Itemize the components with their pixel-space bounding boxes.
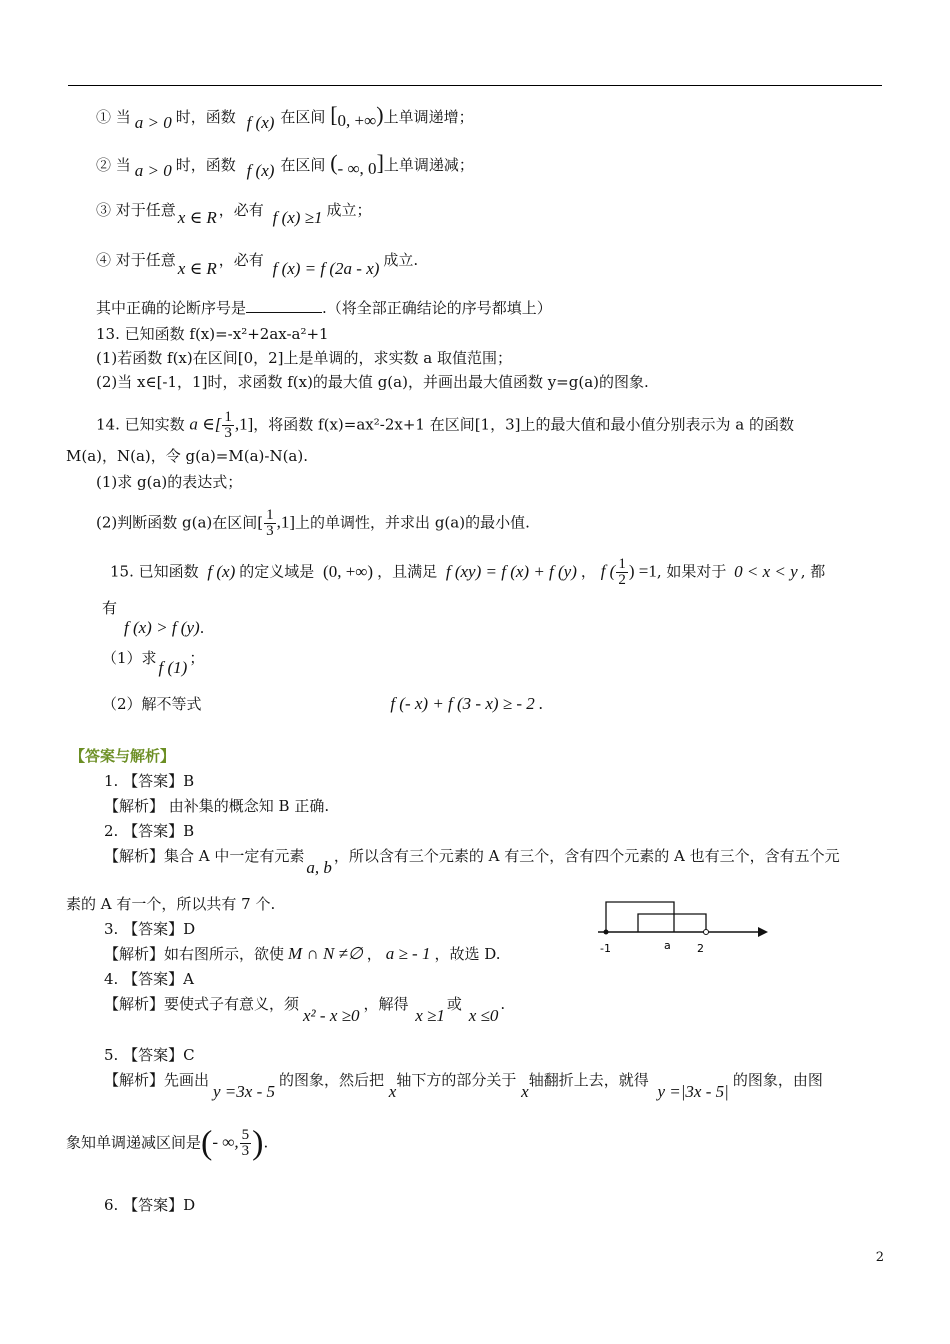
explanation-5-line2: 象知单调递减区间是(- ∞, $\frac{5}{3}$ ). — [66, 1124, 269, 1162]
q13-stem: 13. 已知函数 f(x)=-x²+2ax-a²+1 — [96, 325, 329, 343]
set-m-bracket — [606, 902, 674, 932]
q13-part2: (2)当 x∈[-1，1]时，求函数 f(x)的最大值 g(a)，并画出最大值函数 y=g(a)的图象. — [96, 373, 649, 391]
fraction: $\frac{1}{3}$ — [266, 507, 274, 539]
answer-1: 1. 【答案】B — [104, 772, 195, 790]
set-n-bracket — [638, 914, 706, 932]
number-line-figure — [598, 894, 770, 958]
q14-stem: 14. 已知实数 a ∈[ $\frac{1}{3}$ ,1]，将函数 f(x)=ax²-2x+1 在区间[1，3]上的最大值和最小值分别表示为 a 的函数 — [96, 409, 794, 441]
fraction: $\frac{1}{3}$ — [224, 409, 232, 441]
explanation-3: 【解析】如右图所示，欲使 M ∩ N ≠∅ ， a ≥ - 1 ，故选 D. — [104, 944, 501, 963]
conclusion-2: ② 当 a > 0 时，函数 f (x) 在区间 (- ∞, 0]上单调递减； — [96, 150, 474, 180]
header-rule — [68, 85, 882, 86]
answer-4: 4. 【答案】A — [104, 970, 194, 988]
explanation-2: 【解析】集合 A 中一定有元素a, b，所以含有三个元素的 A 有三个，含有四个元素的 A 也有三个，含有五个元 — [104, 847, 840, 877]
answer-6: 6. 【答案】D — [104, 1196, 196, 1214]
conclusion-4: ④ 对于任意 x ∈ R ，必有 f (x) = f (2a - x) 成立. — [96, 251, 419, 278]
q15-part1: （1）求 f (1) ； — [102, 649, 205, 677]
label-2: 2 — [697, 942, 704, 955]
explanation-2-line2: 素的 A 有一个，所以共有 7 个. — [66, 895, 276, 913]
conclusion-3: ③ 对于任意 x ∈ R ，必有 f (x) ≥1 成立； — [96, 201, 372, 227]
q14-part1: (1)求 g(a)的表达式； — [96, 473, 243, 491]
explanation-4: 【解析】要使式子有意义，须x² - x ≥0，解得 x ≥1或 x ≤0. — [104, 995, 506, 1025]
q14-part2: (2)判断函数 g(a)在区间[ $\frac{1}{3}$ ,1]上的单调性，并求出 g(a)的最小值. — [96, 507, 530, 539]
fill-blank-line: 其中正确的论断序号是 .（将全部正确结论的序号都填上） — [96, 299, 552, 317]
answer-2: 2. 【答案】B — [104, 822, 195, 840]
open-point — [704, 930, 709, 935]
explanation-5: 【解析】先画出y =3x - 5的图象，然后把 x轴下方的部分关于 x轴翻折上去，就得 y =|3x - 5|的图象，由图 — [104, 1071, 823, 1101]
conclusion-1: ① 当 a > 0 时，函数 f (x) 在区间 [0, +∞)上单调递增； — [96, 102, 474, 132]
q13-part1: (1)若函数 f(x)在区间[0，2]上是单调的，求实数 a 取值范围； — [96, 349, 513, 367]
label-neg1: -1 — [600, 942, 611, 955]
q15-stem: 15. 已知函数 f (x) 的定义域是 (0, +∞) ，且满足 f (xy) = f (x) + f (y) ， f ( $\frac{1}{2}$ ) =1, 如果对于 0 < x < y , 都 — [110, 556, 826, 588]
q15-line2: 有 f (x) > f (y). — [102, 599, 205, 637]
answer-5: 5. 【答案】C — [104, 1046, 195, 1064]
fraction: $\frac{5}{3}$ — [241, 1127, 250, 1159]
answers-heading: 【答案与解析】 — [70, 747, 176, 765]
fraction: $\frac{1}{2}$ — [618, 556, 626, 588]
page-number: 2 — [875, 1250, 884, 1265]
axis-arrow-icon — [758, 927, 768, 937]
closed-point — [604, 930, 609, 935]
q14-line2: M(a)，N(a)，令 g(a)=M(a)-N(a). — [66, 447, 308, 465]
q15-part2: （2）解不等式 f (- x) + f (3 - x) ≥ - 2 . — [102, 694, 544, 713]
label-a: a — [664, 939, 671, 952]
answer-blank[interactable] — [246, 298, 322, 313]
answer-3: 3. 【答案】D — [104, 920, 196, 938]
explanation-1: 【解析】 由补集的概念知 B 正确. — [104, 797, 330, 815]
